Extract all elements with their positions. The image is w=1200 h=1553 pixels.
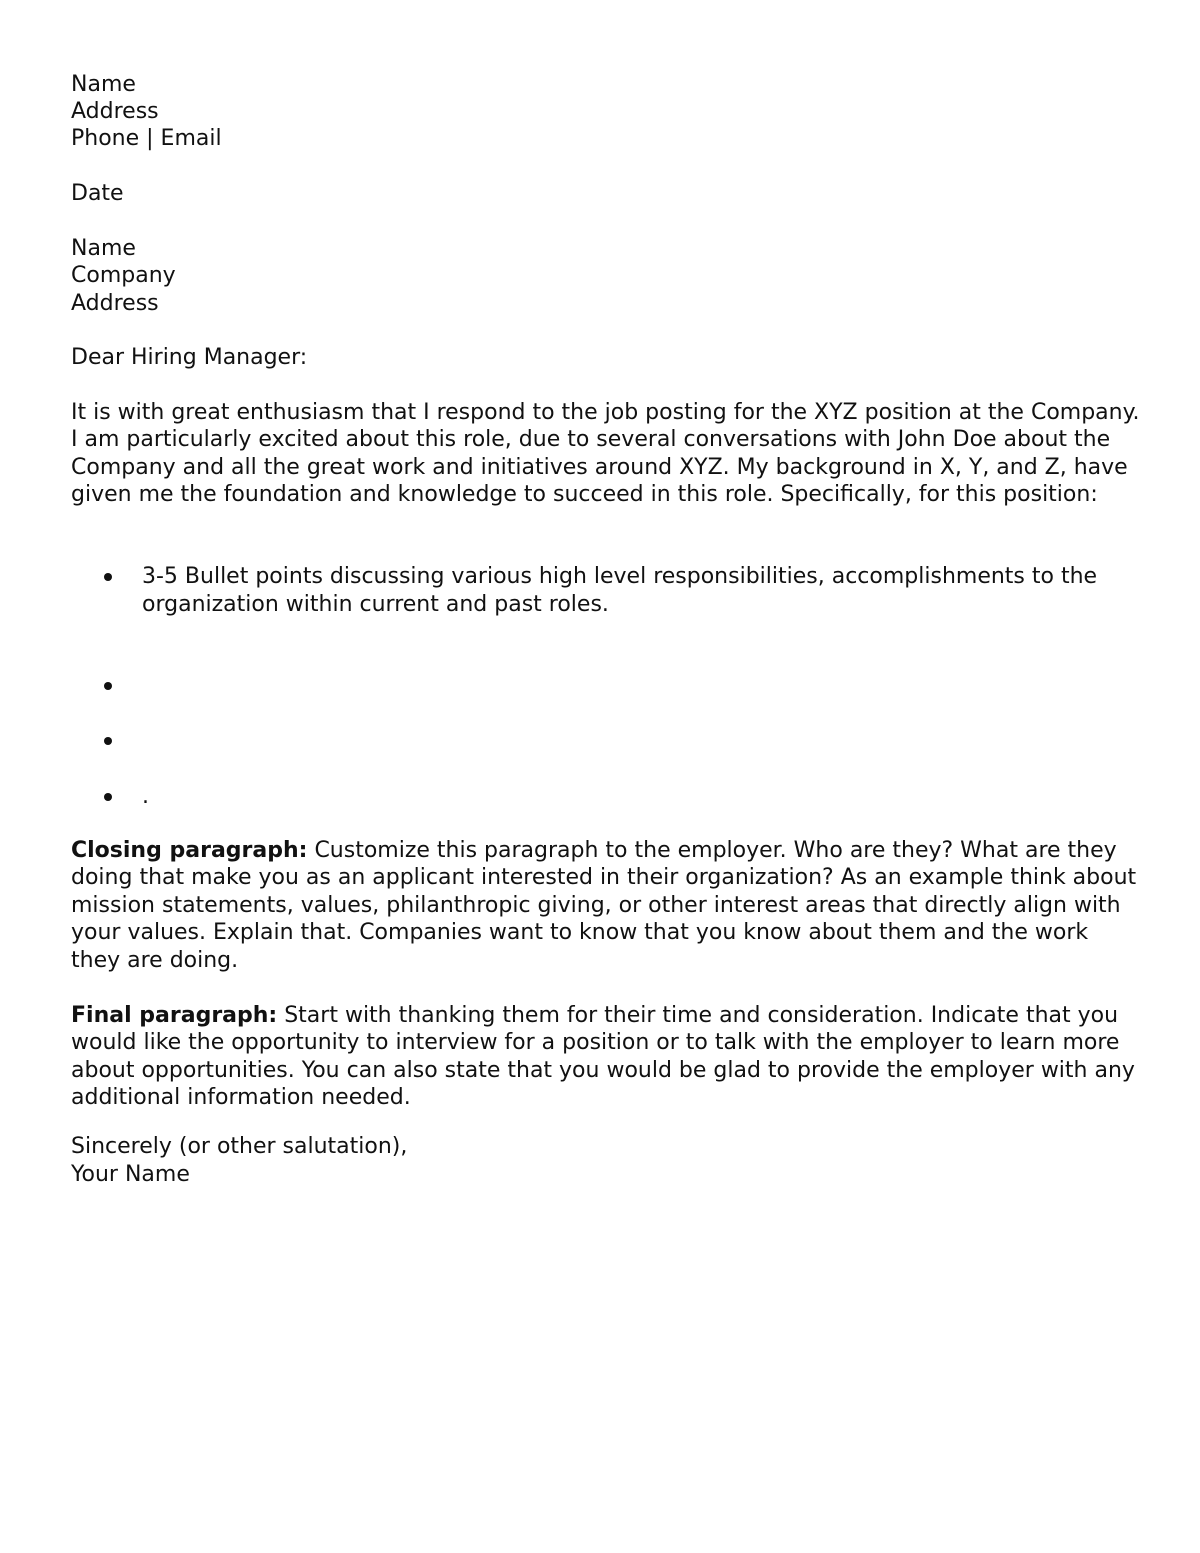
- recipient-company: Company: [71, 263, 176, 288]
- bullet-dot: [104, 573, 112, 581]
- final-paragraph-label: Final paragraph:: [71, 1003, 278, 1028]
- bullet-text: .: [142, 784, 149, 809]
- salutation: Dear Hiring Manager:: [71, 345, 308, 370]
- final-paragraph-text: Start with thanking them for their time and consideration. Indicate that you would like the opportunity to interview for a position or to talk with the employer to learn more about opportunities. You can also state that you would be glad to provide the employer with any additional information needed.: [71, 1003, 1135, 1111]
- recipient-name: Name: [71, 236, 136, 261]
- signoff-name: Your Name: [71, 1162, 190, 1187]
- sender-address: Address: [71, 99, 159, 124]
- intro-paragraph: It is with great enthusiasm that I respond to the job posting for the XYZ position at the Company. I am particularly excited about this role, due to several conversations with John Doe about the Company and all the great work and initiatives around XYZ. My background in X, Y, and Z, have given me the foundation and knowledge to succeed in this role. Specifically, for this position:: [71, 400, 1140, 508]
- bullet-text: 3-5 Bullet points discussing various high level responsibilities, accomplishments to the organization within current and past roles.: [142, 564, 1098, 617]
- final-paragraph: [71, 1002, 1141, 1112]
- bullet-dot: [104, 737, 112, 745]
- signoff-closing: Sincerely (or other salutation),: [71, 1134, 408, 1159]
- sender-name: Name: [71, 72, 136, 97]
- sender-contact: Phone | Email: [71, 126, 222, 151]
- closing-paragraph-label: Closing paragraph:: [71, 838, 308, 863]
- bullet-dot: [104, 793, 112, 801]
- closing-paragraph-text: Customize this paragraph to the employer. Who are they? What are they doing that make you as an applicant interested in their organization? As an example think about mission statements, values, philanthropic giving, or other interest areas that directly align with your values. Explain that. Companies want to know that you know about them and the work they are doing.: [71, 838, 1137, 973]
- closing-paragraph: [71, 837, 1141, 974]
- bullet-dot: [104, 682, 112, 690]
- recipient-address: Address: [71, 291, 159, 316]
- letter-date: Date: [71, 181, 124, 206]
